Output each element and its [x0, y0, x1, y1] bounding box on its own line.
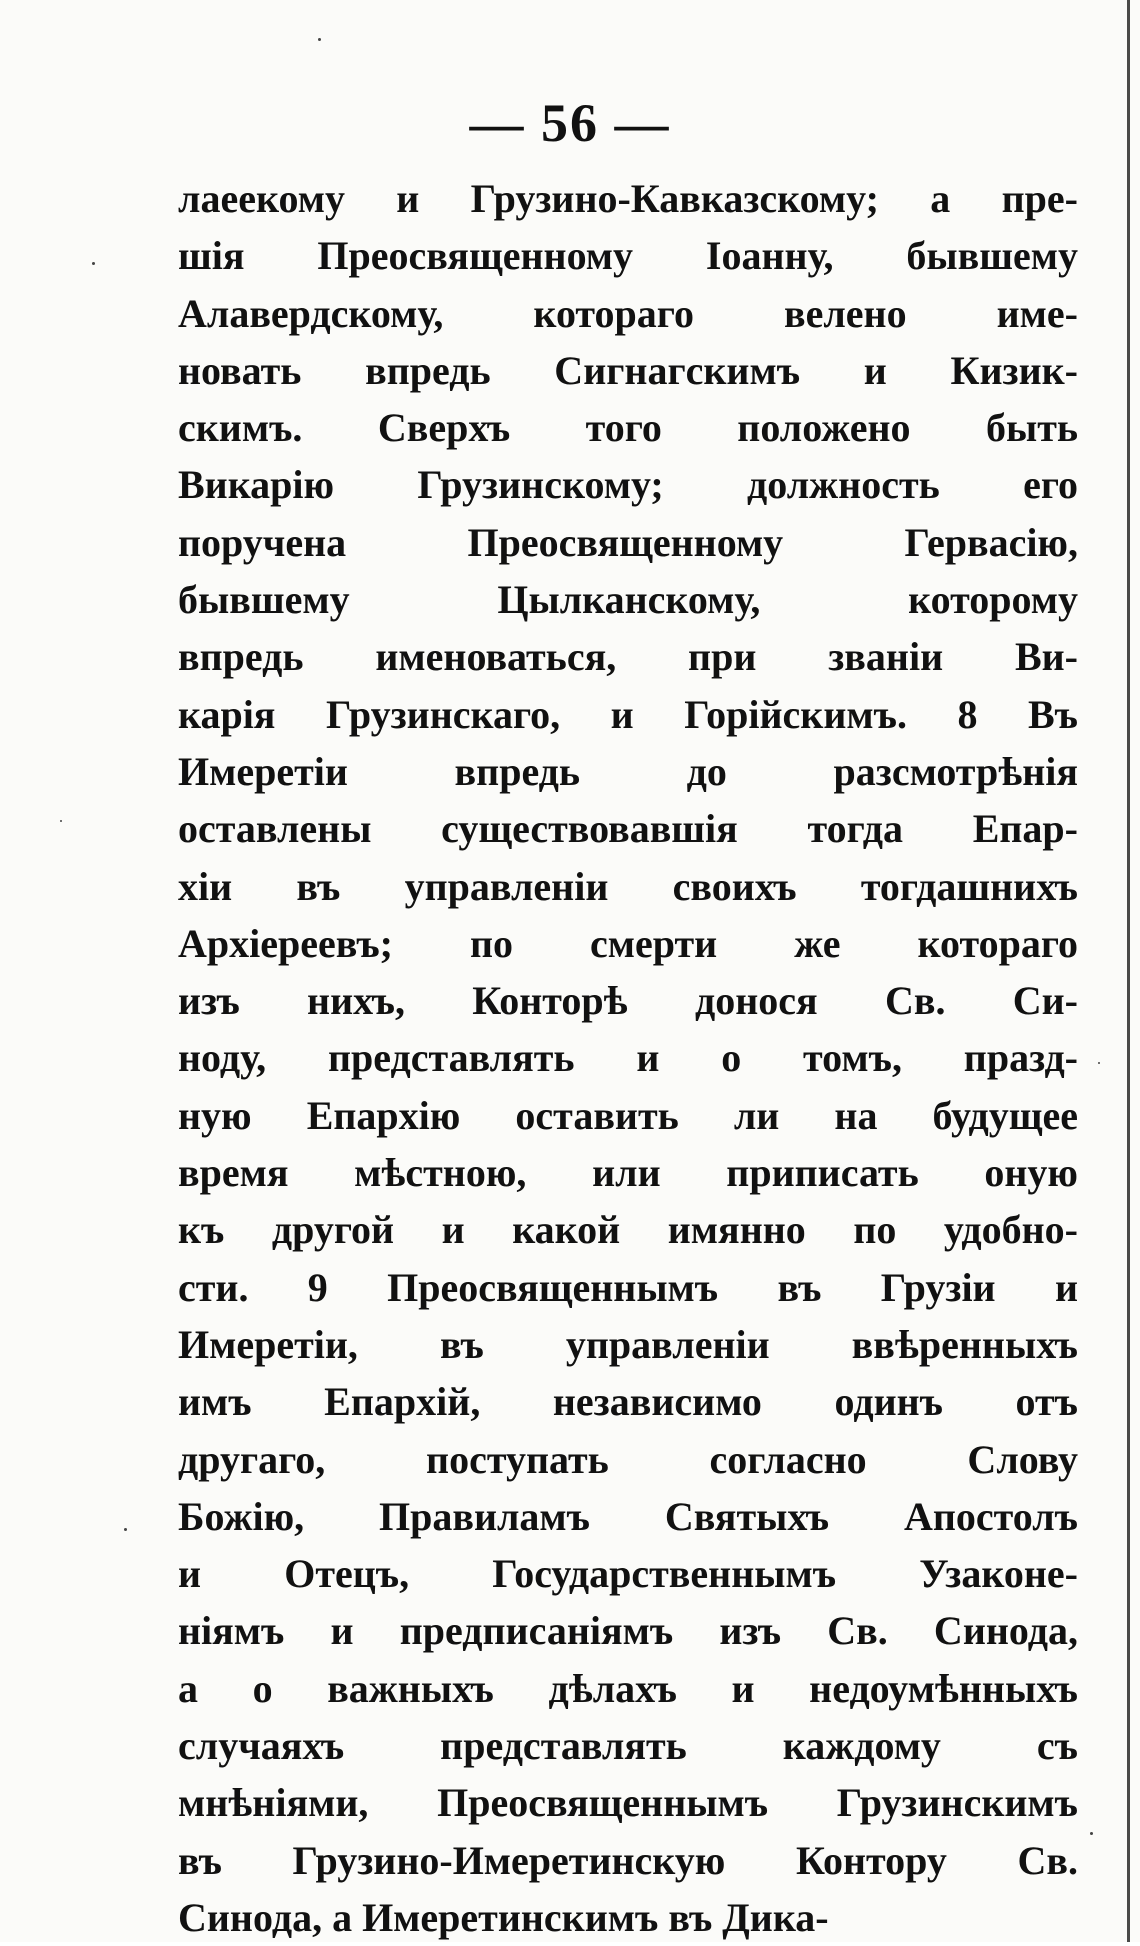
text-line: Имеретіи, въ управленіи ввѣренныхъ	[178, 1321, 1078, 1367]
page-number: — 56 —	[469, 93, 671, 153]
text-line: изъ нихъ, Конторѣ донося Св. Си-	[178, 978, 1078, 1024]
text-line: а о важныхъ дѣлахъ и недоумѣнныхъ	[178, 1665, 1078, 1711]
scan-speck	[124, 1528, 127, 1531]
text-line: поручена Преосвященному Гервасію,	[178, 519, 1078, 565]
text-line: Викарію Грузинскому; должность его	[178, 462, 1078, 508]
scan-speck	[318, 38, 321, 41]
text-line: Имеретіи впредь до разсмотрѣнія	[178, 748, 1078, 794]
text-line: Синода, а Имеретинскимъ въ Дика-	[178, 1894, 829, 1940]
scan-speck	[1090, 1832, 1093, 1835]
page-edge-rule	[1127, 0, 1130, 1942]
scan-speck	[92, 262, 95, 265]
text-line: Божію, Правиламъ Святыхъ Апостолъ	[178, 1493, 1078, 1539]
text-line: время мѣстною, или приписать оную	[178, 1150, 1078, 1196]
text-line: Алавердскому, котораго велено име-	[178, 290, 1078, 336]
text-line: Архіереевъ; по смерти же котораго	[178, 920, 1078, 966]
text-line: случаяхъ представлять каждому съ	[178, 1723, 1078, 1769]
text-line: хіи въ управленіи своихъ тогдашнихъ	[178, 863, 1078, 909]
text-line: лаеекому и Грузино-Кавказскому; а пре-	[178, 176, 1078, 221]
text-line: новать впредь Сигнагскимъ и Кизик-	[178, 347, 1078, 393]
text-line: и Отецъ, Государственнымъ Узаконе-	[178, 1551, 1078, 1597]
text-line: скимъ. Сверхъ того положено быть	[178, 405, 1078, 451]
text-line: имъ Епархій, независимо одинъ отъ	[178, 1379, 1078, 1425]
text-line: шія Преосвященному Іоанну, бывшему	[178, 233, 1078, 279]
body-text	[178, 170, 1078, 1946]
text-line: въ Грузино-Имеретинскую Контору Св.	[178, 1837, 1078, 1883]
text-line: карія Грузинскаго, и Горійскимъ. 8 Въ	[178, 691, 1078, 737]
text-line: ніямъ и предписаніямъ изъ Св. Синода,	[178, 1608, 1078, 1654]
text-line: другаго, поступать согласно Слову	[178, 1436, 1078, 1482]
text-line: впредь именоваться, при званіи Ви-	[178, 634, 1078, 680]
text-line: къ другой и какой имянно по удобно-	[178, 1207, 1078, 1253]
scan-speck	[1098, 1062, 1100, 1064]
text-line: мнѣніями, Преосвященнымъ Грузинскимъ	[178, 1780, 1078, 1826]
scan-speck	[60, 820, 62, 822]
text-line: оставлены существовавшія тогда Епар-	[178, 806, 1078, 852]
text-line: ную Епархію оставить ли на будущее	[178, 1092, 1078, 1138]
text-line: бывшему Цылканскому, которому	[178, 577, 1078, 623]
text-line: ноду, представлять и о томъ, празд-	[178, 1035, 1078, 1081]
text-line: сти. 9 Преосвященнымъ въ Грузіи и	[178, 1264, 1078, 1310]
